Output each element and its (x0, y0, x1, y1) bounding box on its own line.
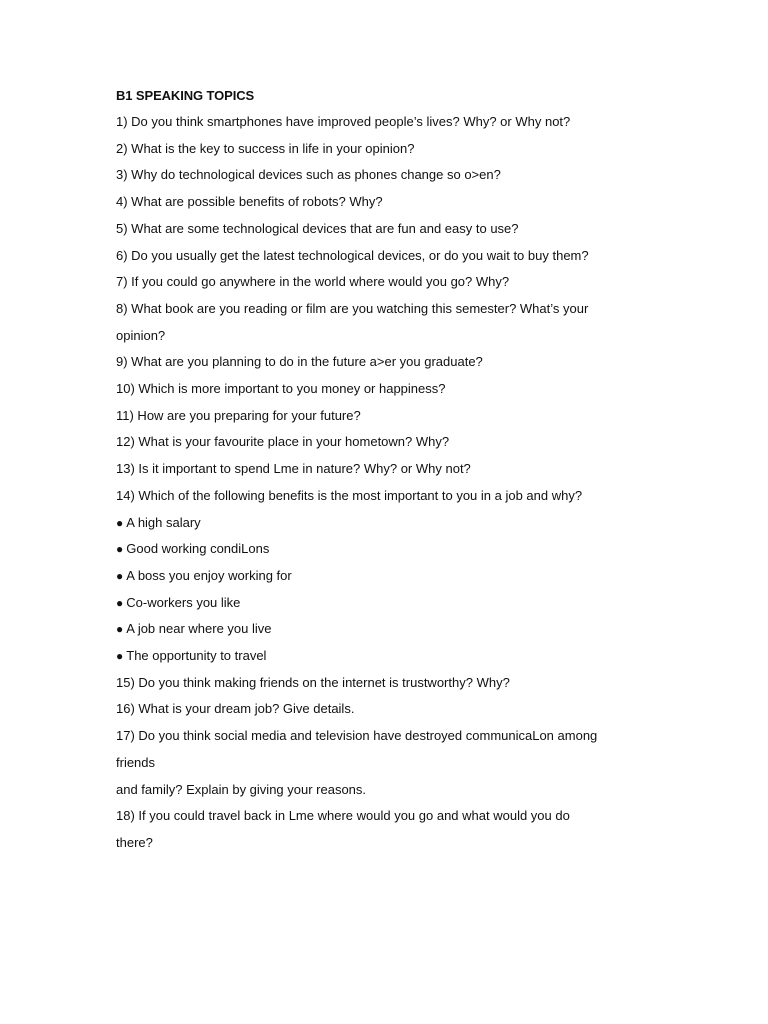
question-17: 17) Do you think social media and television have destroyed communicaLon among (116, 728, 598, 744)
bullet-icon: ● (116, 542, 124, 557)
document-title: B1 SPEAKING TOPICS (116, 88, 255, 103)
question-12: 12) What is your favourite place in your hometown? Why? (116, 434, 450, 450)
question-18-continued: there? (116, 834, 153, 850)
question-16: 16) What is your dream job? Give details. (116, 701, 355, 717)
question-13: 13) Is it important to spend Lme in nature? Why? or Why not? (116, 461, 471, 477)
question-6: 6) Do you usually get the latest technological devices, or do you wait to buy them? (116, 247, 589, 263)
question-7: 7) If you could go anywhere in the world where would you go? Why? (116, 274, 510, 290)
bullet-text: A job near where you live (126, 621, 272, 637)
bullet-item (116, 616, 652, 643)
question-8-continued: opinion? (116, 327, 166, 343)
question-3: 3) Why do technological devices such as phones change so o>en? (116, 167, 501, 183)
question-17-continued: friends (116, 754, 156, 770)
bullet-icon: ● (116, 622, 124, 637)
bullet-icon: ● (116, 595, 124, 610)
bullet-text: The opportunity to travel (126, 648, 267, 664)
question-8: 8) What book are you reading or film are you watching this semester? What’s your (116, 300, 589, 316)
bullet-icon: ● (116, 568, 124, 583)
bullet-item (116, 590, 652, 617)
bullet-icon: ● (116, 515, 124, 530)
question-15: 15) Do you think making friends on the internet is trustworthy? Why? (116, 674, 510, 690)
bullet-item (116, 643, 652, 670)
bullet-text: Good working condiLons (126, 541, 270, 557)
document-page (116, 87, 652, 857)
bullet-text: Co-workers you like (126, 594, 241, 610)
question-5: 5) What are some technological devices that are fun and easy to use? (116, 220, 519, 236)
bullet-item (116, 510, 652, 537)
question-10: 10) Which is more important to you money or happiness? (116, 381, 446, 397)
bullet-icon: ● (116, 649, 124, 664)
question-17-continued: and family? Explain by giving your reasons. (116, 781, 367, 797)
question-9: 9) What are you planning to do in the future a>er you graduate? (116, 354, 483, 370)
question-18: 18) If you could travel back in Lme where would you go and what would you do (116, 808, 570, 824)
question-2: 2) What is the key to success in life in your opinion? (116, 140, 415, 156)
question-1: 1) Do you think smartphones have improved people’s lives? Why? or Why not? (116, 114, 571, 129)
question-4: 4) What are possible benefits of robots? Why? (116, 194, 383, 210)
bullet-text: A boss you enjoy working for (126, 567, 292, 583)
bullet-text: A high salary (126, 514, 201, 530)
bullet-item (116, 536, 652, 563)
question-11: 11) How are you preparing for your future? (116, 407, 361, 423)
bullet-item (116, 563, 652, 590)
question-14: 14) Which of the following benefits is the most important to you in a job and why? (116, 487, 583, 503)
